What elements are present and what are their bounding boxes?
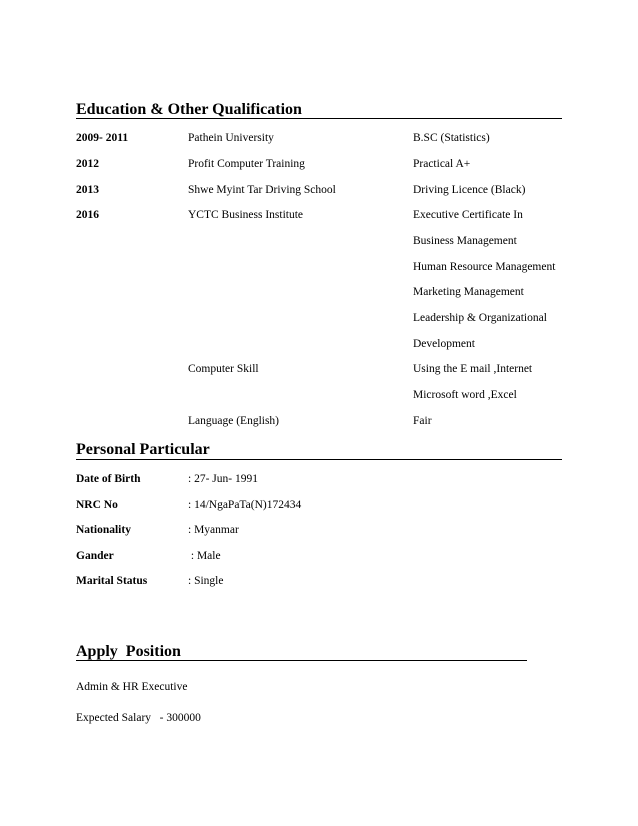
education-institution: Shwe Myint Tar Driving School — [188, 184, 336, 196]
education-year: 2009- 2011 — [76, 132, 129, 144]
certificate-subject: Leadership & Organizational — [413, 312, 547, 324]
personal-heading: Personal Particular — [76, 441, 210, 458]
education-result: Driving Licence (Black) — [413, 184, 526, 196]
skill-value: Fair — [413, 415, 432, 427]
certificate-subject: Marketing Management — [413, 286, 524, 298]
education-heading-rule — [76, 118, 562, 119]
certificate-subject: Human Resource Management — [413, 261, 556, 273]
education-year: 2016 — [76, 209, 99, 221]
certificate-subject: Business Management — [413, 235, 517, 247]
personal-label: NRC No — [76, 499, 118, 511]
skill-value: Using the E mail ,Internet — [413, 363, 533, 375]
education-result: Executive Certificate In — [413, 209, 523, 221]
education-heading: Education & Other Qualification — [76, 101, 302, 118]
skill-value: Microsoft word ,Excel — [413, 389, 517, 401]
personal-value: : Single — [188, 575, 224, 587]
personal-label: Marital Status — [76, 575, 148, 587]
personal-label: Gander — [76, 550, 114, 562]
apply-heading: Apply Position — [76, 643, 181, 660]
education-institution: Profit Computer Training — [188, 158, 305, 170]
education-year: 2013 — [76, 184, 99, 196]
apply-position-value: Admin & HR Executive — [76, 681, 188, 693]
personal-value: : 14/NgaPaTa(N)172434 — [188, 499, 302, 511]
personal-value: : 27- Jun- 1991 — [188, 473, 258, 485]
education-institution: YCTC Business Institute — [188, 209, 304, 221]
apply-heading-rule — [76, 660, 527, 661]
education-result: B.SC (Statistics) — [413, 132, 490, 144]
personal-value: : Myanmar — [188, 524, 239, 536]
personal-value: : Male — [188, 550, 221, 562]
expected-salary: Expected Salary - 300000 — [76, 712, 201, 724]
certificate-subject: Development — [413, 338, 475, 350]
skill-label: Language (English) — [188, 415, 280, 427]
personal-label: Date of Birth — [76, 473, 141, 485]
personal-label: Nationality — [76, 524, 131, 536]
education-year: 2012 — [76, 158, 99, 170]
education-institution: Pathein University — [188, 132, 274, 144]
personal-heading-rule — [76, 459, 562, 460]
skill-label: Computer Skill — [188, 363, 259, 375]
education-result: Practical A+ — [413, 158, 471, 170]
